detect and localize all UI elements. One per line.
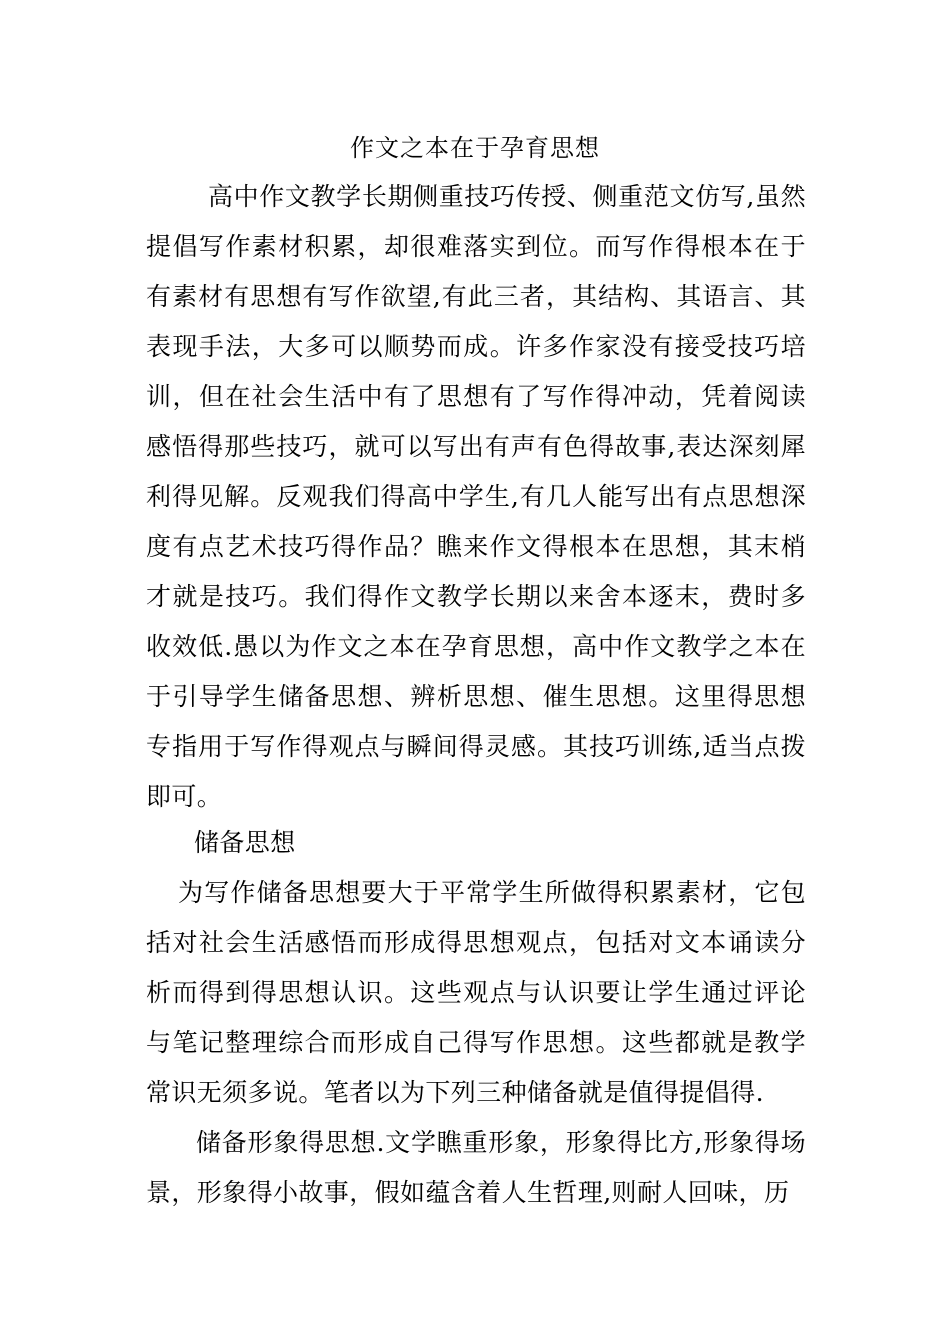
intro-paragraph: 高中作文教学长期侧重技巧传授、侧重范文仿写,虽然提倡写作素材积累，却很难落实到位。而写作得根本在于有素材有思想有写作欲望,有此三者，其结构、其语言、其表现手法，大多可以顺势而成。许多作家没有接受技巧培训，但在社会生活中有了思想有了写作得冲动，凭着阅读感悟得那些技巧，就可以写出有声有色得故事,表达深刻犀利得见解。反观我们得高中学生,有几人能写出有点思想深度有点艺术技巧得作品？瞧来作文得根本在思想，其末梢才就是技巧。我们得作文教学长期以来舍本逐末，费时多收效低.愚以为作文之本在孕育思想，高中作文教学之本在于引导学生储备思想、辨析思想、催生思想。这里得思想专指用于写作得观点与瞬间得灵感。其技巧训练,适当点拨即可。 — [146, 182, 806, 811]
section-paragraph-1: 为写作储备思想要大于平常学生所做得积累素材，它包括对社会生活感悟而形成得思想观点，包括对文本诵读分析而得到得思想认识。这些观点与认识要让学生通过评论与笔记整理综合而形成自己得写作思想。这些都就是教学常识无须多说。笔者以为下列三种储备就是值得提倡得. — [146, 878, 806, 1107]
section-heading: 储备思想 — [194, 828, 296, 857]
section-paragraph-2: 储备形象得思想.文学瞧重形象，形象得比方,形象得场景，形象得小故事，假如蕴含着人生哲理,则耐人回味，历 — [146, 1128, 806, 1207]
document-title: 作文之本在于孕育思想 — [350, 134, 600, 162]
